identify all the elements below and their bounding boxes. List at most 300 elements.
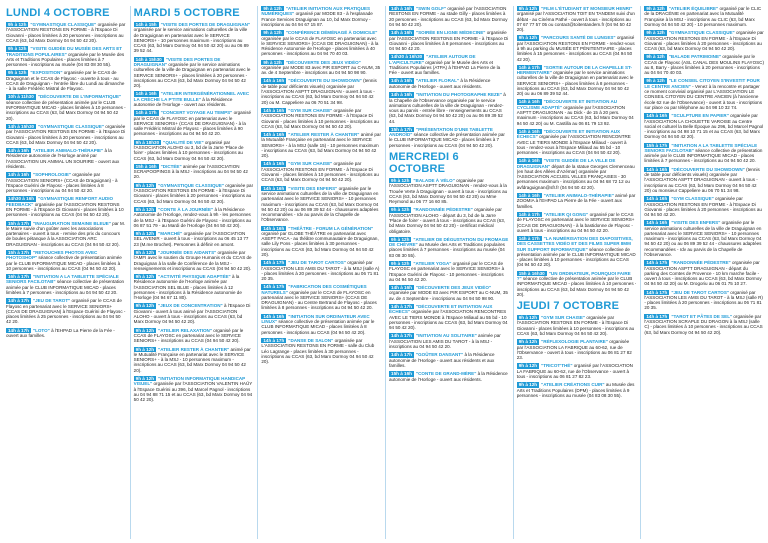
event-description: à la Résidence autonomie de l'Horloge animé par l'ASSOCIATION UN ANIMAL UN SOURIRE - ouvert aux résidents. (6, 148, 120, 169)
event-title: "TRICOT'THÉ" (541, 363, 573, 369)
event-description: organisée par l'ASSOCIATION RESTONS EN FORME - à l'Espace Di Giovanni - places limitées à 8 personnes - inscriptions au 04 94 50 42 20. (389, 30, 509, 52)
event-description: séance collective de présentation animée par le CLUB INFORMATIQUE MICAD - places limitées à 7 personnes - inscriptions au 04 94 50 42 20. (644, 147, 763, 164)
event-time-badge: 9h à 12h (135, 375, 155, 381)
event-description: organisé par GLOBE THÉÂTRE en partenariat avec ASEPT PACA - au théâtre communautaire de Draguignan, salle Lily Pons - places limitées à 30 personnes - inscriptions au CCAS (63, bd Marx Dormoy 04 94 50 42 20). (261, 230, 379, 257)
event-time-badge: 14h à 17h (518, 236, 540, 241)
event-time-badge: 14h à 17h (391, 352, 412, 358)
event-description: animée par l'ASSOCIATION SCRAPOOPINGS à la MSJ - inscriptions au 04 94 50 42 20. (133, 163, 248, 180)
event-description: organisée par le CCAS de Flayosc (ASL CANAL DES MOULINS FLAYOSC) au 8, Barry - places limitées à 20 personnes - inscriptions au 04 94 70 40 03. (644, 54, 764, 76)
column-1 (6, 6, 126, 539)
event-description: animée par l'ASSOCIATION LES AMIS DU TAROT - à la MSJ - inscriptions au 04 94 50 42 20. (389, 333, 501, 350)
event-title: "GYM SUR CHAISE" (541, 315, 586, 321)
event-entry (517, 99, 637, 125)
event-description: à la Résidence autonomie de l'Horloge - ouvert aux résidents. (389, 371, 508, 382)
event-title: "GOÛTER DANSANT" (415, 352, 464, 358)
event-description: organisée par l'ASSOCIATION ASPTT DRAGUIGNAN - au Dick - de 15 à 20 pers. maximum - inscriptions au CCAS (63, bd Marx Dormoy 04 94 50 42 20) ou M. Castilla au 06 81 79 13 92. (516, 104, 634, 126)
event-entry (261, 338, 381, 364)
event-entry (6, 328, 126, 339)
event-entry (517, 158, 637, 190)
event-time-badge: 14h à 16h (518, 158, 540, 164)
event-description: organisée par le service animations culturelles de la ville de Draguignan en partenariat avec le SERVICE SENIORS+ - 10 personnes maximum - inscriptions au CCAS (63, bd Marx Dormoy 04 94 50 42 20) ou au 06 89 39 52 44. (133, 27, 249, 54)
event-entry (134, 207, 254, 228)
event-entry (261, 132, 381, 158)
event-description: organisée par l'ASSOCIATION RESTONS EN FORME - à l'Espace Di Giovanni - places limitées à 20 personnes - inscriptions au CCAS (63, bd Marx Dormoy 04 94 50 42 20). (133, 182, 254, 204)
event-entry (261, 226, 381, 258)
event-time-badge: 9h à 12h (518, 382, 538, 388)
event-time-badge: 14h à 16h (391, 285, 412, 291)
event-description: animé par la Mutualité Française en partenariat avec le SERVICE SENIORS+ - à la MSJ (salle 15) - 10 personnes maximum - inscriptions au CCAS (63, bd Marx Dormoy 04 94 50 42 20). (261, 132, 381, 159)
event-description: organisée par MODE 83 avec PIR ESPORT au C-NUM, 35 av. de 4 Septembre - inscriptions au 04 94 50 98 90. (389, 290, 508, 301)
event-description: séance collective de présentation animée par le CLUB INFORMATIQUE MICAD - places limitées à 7 personnes - inscriptions au CCAS (04 94 50 42 20). (389, 132, 505, 148)
event-time-badge: 16h à 17h (8, 274, 29, 280)
event-description: organisée par l'AMFI avec le soutien du Groupe Humanis et du CCAS de Draguignan à la salle de Conférence de la MSJ - renseignements et inscriptions au CCAS (04 94 50 42 20). (133, 249, 252, 271)
event-title: "PRÉSENTATION D'UNE TABLETTE ANDROÏD" (389, 126, 493, 138)
event-description: organisée par l'ASSOCIATION SCRAPLE DU DRAGON à la MSJ (salle C) - places limitées à 10 personnes - inscriptions au CCAS (63, bd Marx Dormoy 04 94 50 42 20). (644, 313, 763, 335)
event-entry (389, 261, 509, 282)
event-title: "ATELIER ÉQUILIBRE" (668, 6, 719, 11)
event-description: à la Résidence autonomie de l'Horloge - ouvert aux résidents. (133, 96, 233, 107)
event-description: organisée par l'ASSOCIATION RESTONS EN FORME - à l'Espace Di Giovanni - places limitées à 10 personnes - inscriptions au CCAS (04 94 50 42 20). (6, 201, 124, 218)
event-time-badge: 10h à 11h30 (8, 94, 34, 100)
event-entry (389, 237, 509, 258)
event-time-badge: 14h à 16h (263, 107, 285, 113)
event-entry (134, 231, 254, 247)
event-description: animé par ZOOMIA à l'EHPAD La Pierre de la Fée - ouvert aux familles. (516, 192, 636, 209)
event-time-badge: 9h à 12h (263, 30, 282, 36)
event-title: "RÉFLEXOLOGIE PLANTAIRE" (541, 339, 608, 345)
event-entry (644, 54, 764, 75)
event-title: "PARCOURS SANTÉ DE LUNGES" (541, 35, 616, 41)
event-time-badge: 9h à 12h (135, 327, 155, 333)
event-description: organisée par L'ASSOCIATION RESTONS EN FORME - salle du Club Léo Lagrange - places limitées à 30 personnes - inscriptions au CCAS (63, bd Marx Dormoy 04 94 50 42 20). (261, 337, 375, 365)
column-6 (640, 6, 764, 539)
event-title: "ATELIER ANIMALO-THÉRAPIE" (32, 148, 104, 154)
event-description: séance collective de présentation animée par le CLUB INFORMATIQUE MICAD - places limitées à 8 personnes - inscriptions au CCAS (04 94 50 42 20). (261, 319, 375, 335)
event-time-badge: 14h à 17h (518, 64, 540, 70)
event-entry (644, 220, 764, 257)
event-title: "SORTIE AUTOUR DE LA CHAPELLE ST-HERMENTAIRE" (516, 64, 633, 76)
event-entry (6, 124, 126, 145)
event-entry (261, 30, 381, 56)
event-description: organisée par l'ASSOCIATION ASPTT DRAGUIGNAN - départ du parking des Comtes de Provence - 10 km marche facile - ouvert à tous - inscriptions au CCAS (63, bd Marx Dormoy 04 94 50 42 20) ou M. Drogoriu au 06 01 75 10 27. (644, 260, 762, 287)
event-entry (134, 376, 254, 402)
event-time-badge: 9h à 12h (135, 182, 155, 188)
event-time-badge: 15h à 17h (8, 249, 29, 255)
event-time-badge: 9h à 12h (8, 22, 27, 27)
event-title: "GYMNASTIQUE CLASSIQUE" (668, 30, 735, 36)
event-entry (134, 328, 254, 344)
event-title: "ATELIER AUTOUR DE L'APICULTURE" (389, 54, 476, 65)
event-title: "SCULPTURE EN PAPIER" (671, 113, 729, 119)
event-title: "ATELIER RELAXATION" (158, 327, 212, 333)
event-title: "LE CONSEIL CITOYEN S'INVESTIT POUR LE CENTRE ANCIEN" (644, 78, 760, 89)
event-entry (6, 70, 126, 91)
event-time-badge: 9h à 12h (8, 46, 27, 52)
event-title: "DÉCOUVERTE DU SHOWDOWN" (288, 78, 362, 84)
event-entry (6, 22, 126, 43)
event-description: organisée par MODE 83 avec PIR ESPORT au C-NUM, 35 av. de 4 Septembre - inscriptions au 04 94 50 98 90. (261, 64, 381, 76)
event-description: organisé par le CCAS de Flayosc en partenariat avec le SERVICE SENIORS+ (CCAS DE DRAGUIGNAN) à l'Espace Guérini de Flayosc - places limitées à 25 personnes - inscriptions au 04 94 50 42 20. (6, 298, 126, 325)
event-time-badge: 9h à 12h (135, 303, 155, 309)
event-entry (134, 91, 254, 107)
event-title: "VISITE DES PORTES DE DRAGUIGNAN" (133, 56, 221, 68)
event-entry (517, 212, 637, 233)
event-time-badge: 9h à 12h (135, 231, 155, 236)
event-description: à la Résidence autonomie de l'Horloge animée par l'ASSOCIATION SEL BLUE - places limitées à 12 personnes - inscriptions à la Résidence autonomie de l'Horloge (04 94 67 11 80). (133, 274, 242, 301)
event-entry (261, 60, 381, 76)
column-3 (257, 6, 381, 539)
event-description: organisée par le CCAS de Draguignan et le CCAS de Flayosc - ouverte à tous - au CCAS de Draguignan - l'entrée libre du Lundi au dimanche - à la salle Frédéric Mistral de Flayosc. (6, 70, 125, 92)
event-time-badge: 9h à 12h (518, 339, 538, 345)
event-description: organisé par le Musée des Arts et Traditions Populaires (ATPA) à l'EHPAD La Pierre de la Fée - ouvert aux familles. (389, 59, 501, 76)
event-title: "DÉCOUVERTE ET INITIATION AUX ÉCHECS" (516, 128, 621, 140)
event-time-badge: 14h à 15h (135, 22, 157, 27)
event-entry (644, 314, 764, 335)
event-description: organisé par l'ASSOCIATION ALOHO ou 3, bd de la Jarre 'Place de foire' - places limitées à 10 personnes - inscriptions au CCAS (63, bd Marx Dormoy 04 94 50 42 20). (133, 139, 244, 161)
event-entry (6, 46, 126, 67)
day-heading: MARDI 5 OCTOBRE (133, 7, 240, 19)
event-entry (389, 78, 509, 89)
event-description: à la Résidence autonomie de l'Horloge - ouvert aux résidents. (389, 78, 491, 89)
event-description: organisée par le service animations culturelles de la ville de Draguignan en partenariat avec le SERVICE SENIORS+ - 10 personnes maximum - inscriptions au CCAS (63, bd Marx Dormoy 04 94 50 42 20) ou au 06 89 39 52 44 - chaussures adaptées recommandées - rdv au parvis de la Chapelle de l'Observance. (261, 185, 379, 223)
event-title: "GYM SUR CHAISE" (288, 107, 333, 113)
event-title: "QUALITÉ DE VIE" (163, 139, 204, 145)
event-time-badge: 14h à 17h (646, 289, 668, 295)
event-entry (644, 143, 764, 164)
event-title: "GYMNASTIQUE CLASSIQUE" (158, 182, 225, 188)
event-entry (644, 113, 764, 139)
event-time-badge: 14h à 17h (263, 260, 285, 266)
event-description: organisé par le CCAS de FLAYOSC en partenariat avec le SERVICE SENIORS+ - inscriptions au CCAS (04 94 50 42 20). (133, 327, 244, 344)
event-time-badge: 9h à 12h (263, 59, 282, 65)
event-entry (517, 363, 637, 379)
event-description: organisée par l'ASSOCIATION RESTONS EN FORME - à l'Espace Di Giovanni - places limitées à 20 personnes - inscriptions au CCAS (63, bd Marx Dormoy 04 94 50 42 20). (6, 22, 126, 43)
event-title: "DÉCOUVERTE ET INITIATION AU CYCLISME ADAPTÉ" (516, 99, 618, 110)
event-time-badge: 9h à 12h (518, 363, 538, 369)
event-description: organisée par l'ASSOCIATION SENIORS+ (CCAS de Draguignan) - à l'Espace Guérini de Flayosc - places limitées à 8 personnes - inscriptions au 04 94 50 42 20. (6, 172, 118, 194)
event-entry (261, 284, 381, 310)
event-description: organisée par le service animations culturelles de la ville de Draguignan en partenariat avec le SERVICE SENIORS+ - places limitées à 8 personnes - inscriptions au CCAS (63, bd Marx Dormoy 04 94 50 42 20) ou au 06 89 39 52 44. (516, 70, 634, 97)
event-entry (389, 371, 509, 382)
event-entry (134, 140, 254, 161)
event-description: séance collective de présentation animée par le CLUB INFORMATIQUE MICAD - places limitées à 10 personnes - inscriptions au CCAS (63, bd Marx Dormoy 04 94 50 42 20). (6, 99, 126, 121)
event-entry (261, 108, 381, 129)
event-entry (517, 129, 637, 155)
event-time-badge: 14h à 17h (8, 298, 29, 304)
event-title: "ATELIER RESTER À CHANTER" (288, 132, 360, 138)
event-entry (261, 314, 381, 335)
event-title: "ATELIER RESTER À CHANTER" (158, 346, 230, 352)
event-title: "JEU DE TAROT" (32, 298, 71, 304)
event-title: "INITIATION AU SOLITAIRE" (415, 333, 477, 339)
event-description: à la Résidence autonomie de l'Horloge - ouvert aux résidents et aux familles. (389, 352, 495, 368)
event-time-badge: 14h à 17h (263, 337, 285, 343)
event-description: organisé par l'ASSOCIATION LA FABRIQUE au 60-62, rue de l'Observance - ouvert à tous - inscriptions au 06 81 27 82 23. (516, 363, 633, 380)
event-entry (134, 274, 254, 300)
event-description: organisée par l'ASSOCIATION RESTONS EN FORME - à l'Espace Di Giovanni - places limitées à 20 personnes - inscriptions au CCAS (63, bd Marx Dormoy 04 94 50 42 20). (644, 30, 764, 52)
event-title: "VISITE GUIDÉE DE LA VILLE DE DRAGUIGNAN" (516, 158, 616, 169)
event-entry (517, 339, 637, 360)
event-time-badge: 14h30 à 16h (8, 196, 35, 202)
event-description: organisé par l'ASSOCIATION RESTONS EN FORME - rendez-vous à 9h au parking du MUSÉE ET PÉNITENTIAIRE - places limitées à 15 personnes - inscriptions au CCAS (04 94 50 42 20). (516, 35, 635, 62)
event-time-badge: 9h à 12h (518, 315, 538, 321)
event-title: "CONCERT VOYAGE AU TEMPS" (160, 110, 233, 116)
event-title: "LA NUMÉRISATION DES DIAPOSITIVES, DES CASSETTES VIDÉO ET DES FILMS SUPER 8MM SUR SUPPORT INFORMATIQUE" (516, 236, 633, 252)
column-5 (513, 6, 637, 539)
event-title: "DICTÉE" (160, 163, 182, 169)
event-title: "INITIATION INFORMATIQUE HANDICAP VISUEL" (133, 375, 246, 387)
event-time-badge: 14h à 16h (646, 166, 668, 172)
event-time-badge: 14h à 16h (8, 148, 29, 154)
event-description: organisée par l'ASSOCIATION RENCONTRE AVEC LE TIERS MONDE à l'Espace Miliaud - ouvert à tous - rendez-vous à l'Espace Miliaud au 55 bd - 10 personnes - inscriptions au CCAS (04 94 50 42 20). (516, 134, 631, 156)
event-time-badge: 9h à 12h (646, 6, 665, 11)
event-time-badge: 9h à 12h (135, 249, 155, 255)
event-title: "RANDONNÉE PÉDESTRE" (671, 260, 731, 266)
event-time-badge: 9h à 12h (518, 35, 538, 41)
event-time-badge: 14h à 17h (646, 313, 668, 319)
event-title: "VISITE DES ENFERS" (671, 220, 721, 226)
event-description: organisé par l'ASSOCIATION TOIT EN TANDEM suivi d'un débat - au Cinéma Pathé - ouvert à tous - inscriptions au 07 67 77 57 05 ou contact@toitentandem.fr (04 94 50 42 20). (516, 11, 635, 33)
event-entry (134, 57, 254, 89)
event-description: séance collective de présentation animée par le CLUB INFORMATIQUE MICAD - places limitées à 10 personnes - inscriptions au CCAS (63, bd Marx Dormoy 04 94 50 42 20). (516, 276, 637, 297)
event-time-badge: 9h à 12h (646, 54, 665, 60)
event-time-badge: 14h à 16h (263, 132, 285, 138)
day-heading: JEUDI 7 OCTOBRE (516, 300, 620, 313)
event-title: "BALADE À VÉLO" (413, 177, 455, 183)
event-entry (389, 30, 509, 51)
event-entry (261, 161, 381, 182)
event-description: à l'Espace Di Giovanni - ouvert à tous animé par l'ASSOCIATION ALOHO - ouvert à tous - inscriptions au CCAS (63, bd Marx Dormoy 04 94 50 42 20). (133, 303, 251, 325)
event-description: (tennis de table pour déficients visuels) organisée par l'ASSOCIATION ASPTT DRAGUIGNAN - ouvert à tous - inscriptions au CCAS (63, bd Marx Dormoy 04 94 50 42 20) ou M. Cappeliere au 06 70 51 34 98. (261, 78, 377, 105)
event-title: "INITIATION SUR ORDINATEUR AVEC LINUX" (261, 313, 370, 325)
event-time-badge: 9h à 12h (8, 70, 27, 76)
event-time-badge: 15h à 17h (646, 142, 668, 148)
event-entry (6, 250, 126, 271)
event-description: séance collective de présentation animée par le CLUB INFORMATIQUE MICAD - places limitées à 10 personnes - inscriptions au CCAS (04 94 50 42 20). (6, 255, 122, 271)
event-title: "UN ORDINATEUR, POURQUOI FAIRE ?" (516, 270, 631, 282)
event-description: organisée par l'ASSOCIATION LA FABRIQUE au 60-62, rue de l'Observance - ouvert à tous - inscriptions au 06 81 27 82 23. (516, 339, 632, 361)
event-entry (517, 6, 637, 32)
event-time-badge: 14h à 16h (263, 161, 285, 167)
event-title: "FABRICATION DES COSMÉTIQUES NATURELS" (261, 284, 367, 295)
event-title: "THÉÂTRE - FORUM LA GÉNÉRATION" (288, 225, 374, 231)
event-title: "INITIATION A LA TABLETTE SPÉCIALE SENIORS FACILOTAB" (6, 274, 119, 285)
event-title: "GYM SUR CHAISE" (288, 161, 333, 167)
event-time-badge: 14h à 16h (518, 128, 540, 134)
event-title: "JEU DE TAROT CARTOS" (671, 289, 730, 295)
event-time-badge: 9h à 12h (518, 6, 538, 11)
event-time-badge: 14h à 16h (263, 185, 285, 191)
event-time-badge: 9h à 12h (391, 177, 410, 183)
event-entry (6, 172, 126, 193)
event-time-badge: 9h à 12h (646, 78, 665, 84)
event-description: organisé par l'ASSOCIATION LES AMIS DU TAROT - à la MSJ (salle R) - places limitées à 20 personnes - inscriptions au 06 71 81 20 35. (644, 289, 763, 311)
event-time-badge: 9h à 12h (391, 236, 410, 242)
event-title: "CONFÉRENCE DÉMÉNAGÉ À DOMICILE" (285, 30, 378, 36)
event-title: "LOTO" (32, 327, 50, 333)
event-title: "SOIRÉE EN LIGNE MÉDECINE" (415, 30, 486, 36)
event-title: "DÉCOUVERTE DES JEUX VIDÉO" (285, 59, 361, 65)
event-time-badge: 14h à 17h (135, 110, 157, 116)
event-description: organisée par le service animations culturelles de la ville de Draguignan en partenariat avec le SERVICE SENIORS+ - places limitées à 20 personnes - inscriptions au CCAS (63, bd Marx Dormoy 04 94 50 42 20). (133, 62, 251, 89)
event-description: au Musée des Arts et Traditions populaires places limitées à 7 personnes - inscriptions au musée (04 83 08 30 55). (389, 242, 505, 258)
event-title: "ATELIER CRÉATIONS CUIR" (541, 382, 605, 388)
event-time-badge: 15h à 17h (391, 126, 412, 132)
event-description: organisé par le CLIC de la DRACÉNIE en partenariat avec la Mutualité Française à la MSJ - inscriptions au CLIC (63, bd Marx Dormoy 04 94 50 42 20) - 10 personnes maximum. (644, 6, 762, 27)
event-description: organisée par l'ASSOCIATION RENCONTRES AVEC LE TIERS MONDE à l'Espace Miliaud au 55 bd - 10 personnes - inscriptions au CCAS (63, bd Marx Dormoy 04 94 50 42 20). (389, 309, 508, 331)
event-description: organisée par l'ASSOCIATION ASPTT DRAGUIGNAN - rendez-vous à la Trouée Verte à Draguignan - ouvert à tous - inscriptions au CCAS (63, bd Marx Dormoy 04 94 50 42 20) ou Mme Reymond au 06 77 16 60 85. (389, 177, 508, 205)
event-entry (6, 298, 126, 324)
event-time-badge: 14h à 16h (518, 99, 540, 105)
event-time-badge: 9h à 12h (391, 260, 410, 266)
event-title: "ATELIER YOGA" (413, 260, 452, 266)
event-title: "EXPOSITION" (30, 70, 63, 76)
event-title: "INITIATION DU PHOTOGRAPHE REZE" (415, 92, 502, 98)
event-entry (261, 78, 381, 104)
event-time-badge: 14h à 17h (391, 303, 412, 309)
event-description: organisé par l'ASSOCIATION LES AMIS DU TAROT - à la MSJ (salle A) - places limitées à 20 personnes - inscriptions au 06 71 81 20 35. (261, 260, 380, 282)
event-time-badge: 9h à 12h (135, 274, 155, 280)
column-2 (130, 6, 254, 539)
event-title: "DANSE DE SALON" (288, 337, 334, 343)
event-description: au Musée des Arts et Traditions Populaires (DPM) - places limitées à 9 personnes - inscriptions au musée (04 83 08 30 55). (516, 382, 635, 398)
event-description: organisée par l'ASSOCIATION RESTONS EN FORME - à l'Espace Di Giovanni - places limitées à 20 personnes - inscriptions au CCAS (63, bd Marx Dormoy 04 94 50 42 20). (6, 123, 126, 145)
event-time-badge: 14h à 16h (391, 78, 412, 84)
event-title: "JEUX DE CONCENTRATION" (158, 303, 223, 309)
event-title: "ATELIER QI GONG" (543, 211, 589, 217)
event-title: "JOURNÉE DES AIDANTS" (158, 249, 217, 255)
event-time-badge: 14h à 16h (263, 225, 285, 231)
event-description: séance collective de présentation animée par le CLUB INFORMATIQUE MICAD - places limitées à 10 personnes - inscriptions au CCAS (04 94 50 42 20). (516, 246, 636, 268)
event-time-badge: 15h à 16h (391, 371, 412, 377)
event-entry (517, 382, 637, 398)
event-entry (517, 236, 637, 268)
event-entry (134, 250, 254, 271)
event-time-badge: 14h à 16h (646, 196, 668, 202)
event-time-badge: 14h à 16h (646, 220, 668, 226)
event-time-badge: 14h à 16h (391, 6, 412, 11)
event-entry (389, 54, 509, 75)
event-description: départ de la statue Georges Clemenceau (en haut des Allées d'Azémar) organisée par l'ASSOCIATION ACCUEIL VILLES FRANÇAISES - 30 personnes maximum - inscriptions au 04 94 68 72 12 ou avfdraguignan@sfr.fr (04 94 50 42 20). (516, 163, 635, 190)
event-description: à la Résidence Autonomie de l'Horloge, rendez-vous à 9h - les personnes de la MSJ - à l'Espace Guérini de Flayosc - inscriptions au 06 87 51 79 - au Mardi de l'Horloge (04 94 50 42 20). (133, 206, 252, 228)
event-title: "SOPHROLOGIE" (32, 172, 72, 178)
event-entry (134, 164, 254, 180)
event-time-badge: 14h à 16h (263, 313, 285, 319)
event-description: séance collective de présentation animée par le CLUB INFORMATIQUE MICAD - places limitées à 7 personnes - inscriptions au 04 94 50 42 20. (6, 279, 125, 295)
event-description: organisée par le CCAS de FLAYOSC en partenariat avec le SERVICE SENIORS+ (CCAS DE DRAGUIGNAN) - au Centre Bertrand de Flayosc - places limitées à 8 personnes - inscriptions au 04 94 50 42 20. (261, 289, 377, 311)
event-time-badge: 14h à 17h (8, 327, 29, 333)
event-entry (389, 178, 509, 204)
event-title: "GYMNASTIQUE CLASSIQUE" (30, 22, 97, 27)
event-title: "VISITE GUIDÉE DU MUSÉE DES ARTS ET TRADITIONS POPULAIRES" (6, 46, 123, 57)
event-entry (6, 196, 126, 217)
event-time-badge: 14h à 15h30 (135, 56, 162, 62)
event-entry (389, 333, 509, 349)
event-description: organisée par l'ASSOCIATION RESTONS EN FORME - à l'Espace Di Giovanni - places limitées à 10 personnes - inscriptions au CCAS (63, bd Marx Dormoy 04 94 50 42 20). (261, 161, 379, 183)
event-title: "DÉCOUVERTE ET INITIATION AUX ÉCHECS" (389, 303, 493, 315)
event-entry (389, 304, 509, 330)
event-title: "INITIATION A LA TABLETTE SPÉCIALE SENIORS FACILOTAB" (644, 142, 758, 153)
event-title: "ATELIER INTERGÉNÉRATIONNEL AVEC LA CRÈCHE LA P'TITE BULLE" (133, 91, 250, 102)
event-description: organisée par l'ASSOCIATION RESTONS EN FORME - à l'Espace Di Giovanni - places limitées à 20 personnes - inscriptions au 04 94 50 42 20. (644, 196, 762, 217)
event-title: "VISITE DES ENFERS" (288, 185, 338, 191)
event-description: - Venez à la rencontre et partager ce moment convivial organisé par L'ASSOCIATION LE CONSEIL CITOYEN DU CENTRE ANCIEN (à l'ancienne école 62 rue de l'Observance) - ouvert à tous - inscriptions sur place ou par téléphone au 04 98 10 32 74. (644, 83, 762, 110)
event-description: organisée par le Musée des Arts et Traditions Populaires - places limitées à 7 personnes - inscriptions au musée (04 83 08 30 55). (6, 51, 125, 68)
event-entry (517, 315, 637, 336)
event-description: organisée par le CCAS de FLAYOSC en partenariat avec le SERVICE SENIORS+ (CCAS DE DRAGUIGNAN) - à la Résidence Autonomie de l'Horloge - places limitées à 40 personnes - inscriptions au 04 94 70 40 03. (261, 35, 379, 57)
event-time-badge: 14h à 16h (518, 192, 540, 198)
event-description: organisé par MODE 83 - à l'esplanade France Services Draguignan au 10, bd Marx Dormoy - inscriptions au 04 94 67 15 87. (261, 11, 373, 27)
event-time-badge: 14h à 16h (8, 172, 29, 178)
event-entry (389, 92, 509, 124)
event-title: "GYMNASTIQUE CLASSIQUE" (38, 123, 105, 129)
event-entry (644, 6, 764, 27)
event-time-badge: 14h30 à 16h30 (391, 54, 423, 60)
event-title: "DÉCOUVERTE DE L'INFORMATIQUE" (37, 94, 122, 100)
event-title: "RANDONNÉE PÉDESTRE" (413, 207, 473, 213)
day-heading: MERCREDI 6 OCTOBRE (389, 150, 459, 175)
event-time-badge: 14h à 17h (646, 260, 668, 266)
event-description: organisée par l'ASSOCIATION VALENTIN HAÜY à l'Espace Guérini au 396, bd Marcel Pagnol - inscriptions au 04 94 88 71 15 et au CCAS (63, bd Marx Dormoy 04 94 50 42 20). (133, 381, 253, 403)
event-time-badge: 15h à 17h (8, 220, 29, 226)
event-time-badge: 14h à 16h (646, 113, 668, 119)
event-description: (tennis de table pour déficients visuels) organisée par l'ASSOCIATION ASPTT DRAGUIGNAN - ouvert à tous - inscriptions au CCAS (63, bd Marx Dormoy 04 94 50 42 20) ou monsieur Cappeliere au 06 70 51 34 98. (644, 166, 760, 193)
event-description: organisé par le CCAS de FLAYOSC en partenariat avec le SERVICE SENIORS+ à l'Espace Guérini de Flayosc - 10 personnes - inscriptions au 04 94 50 42 20. (389, 260, 505, 282)
event-entry (6, 221, 126, 247)
event-description: à la Chapelle de l'Observance organisée par le service animations culturelles de la ville de Draguignan - rendez-vous au parvis - entrée libre - renseignements au CCAS (63, bd Marx Dormoy 04 94 50 42 20) ou au 06 89 39 52 44. (389, 92, 506, 124)
event-title: "ATELIER INITIATION AUX PRATIQUES NUMÉRIQUES" (261, 6, 371, 17)
event-time-badge: 14h à 17h (263, 284, 285, 290)
event-title: "JEU DE TAROT CARTOS" (288, 260, 346, 266)
event-time-badge: 9h à 12h (135, 206, 155, 212)
event-time-badge: 9h à 18h30 (135, 139, 160, 145)
event-title: "FILM L'ÉTUDIANT ET MONSIEUR HENRI" (541, 6, 633, 11)
event-entry (644, 290, 764, 311)
event-entry (134, 110, 254, 136)
event-time-badge: 14h à 16h (391, 92, 412, 98)
event-title: "BALADE PATRIMOINE" (668, 54, 722, 60)
event-time-badge: 14h à 16h (135, 91, 157, 97)
event-entry (134, 183, 254, 204)
event-title: "CONTE DE GRAND-MÈRE" (415, 371, 477, 377)
event-entry (261, 186, 381, 223)
event-entry (517, 193, 637, 209)
event-description: organisée par l'ASSOCIATION ALOHO - départ du 3, bd de la Jarre 'Place de foire' - ouvert à tous - inscriptions au CCAS (63, bd Marx Dormoy 04 94 50 42 20) - certificat médical obligatoire. (389, 207, 505, 234)
event-time-badge: 14h à 17h (518, 211, 540, 217)
event-entry (6, 148, 126, 169)
event-title: "SWIN GOLF" (415, 6, 447, 11)
event-title: "DÉCOUVERTE DES JEUX VIDÉO" (415, 285, 492, 291)
event-time-badge: 9h à 12h (646, 30, 665, 36)
event-time-badge: 9h à 12h (135, 346, 155, 352)
event-title: "ATELIER DE DÉGUSTATION DU FROMAGE DE CHÈVRE" (389, 236, 509, 248)
event-entry (261, 6, 381, 27)
event-time-badge: 9h à 12h (263, 6, 282, 11)
column-4 (385, 6, 509, 539)
event-description: organisée par le service animations culturelles de la ville de Draguignan en partenariat avec le SERVICE SENIORS+ - 10 personnes maximum - inscriptions au CCAS (63, bd Marx Dormoy 04 94 50 42 20) ou au 06 89 39 52 44 - chaussures adaptées recommandées - rdv au parvis de la Chapelle de l'Observance. (644, 220, 762, 257)
event-description: organisé par le CCAS de FLAYOSC en partenariat avec le SERVICE SENIORS+ (CCAS DE DRAGUIGNAN) - à la bastidonne de Flayosc - ouvert à tous - inscriptions au 04 94 50 42 20. (516, 211, 635, 233)
event-time-badge: 14h à 16h (263, 78, 285, 84)
event-description: organisé par le CCAS de FLAYOSC en partenariat avec le SERVICE SENIORS+ (CCAS DE DRAGUIGNAN) - à la salle Frédéric Mistral de Flayosc - places limitées à 90 personnes - inscriptions au 04 94 50 42 20. (133, 110, 252, 137)
event-entry (6, 274, 126, 295)
event-entry (644, 167, 764, 193)
event-description: par M. le Maire suivie d'un goûter avec les associations partenaires - ouvert à tous - remise des prix du concours de boules pétanque à la ASSOCIATION ARC DRAGUIGNAN - inscriptions au CCAS (04 94 50 42 20). (6, 220, 126, 247)
event-description: animé par le Mutualité Française en partenariat avec le SERVICE SENIORS+ - à la MSJ - 10 personnes maximum - inscriptions au CCAS (63, bd Marx Dormoy 04 94 50 42 20). (133, 346, 251, 373)
event-time-badge: 14h à 15h30 (8, 123, 35, 129)
event-title: "INAUGURATION SEMAINE BLEUE" (32, 220, 111, 226)
event-entry (644, 30, 764, 51)
event-entry (644, 260, 764, 286)
